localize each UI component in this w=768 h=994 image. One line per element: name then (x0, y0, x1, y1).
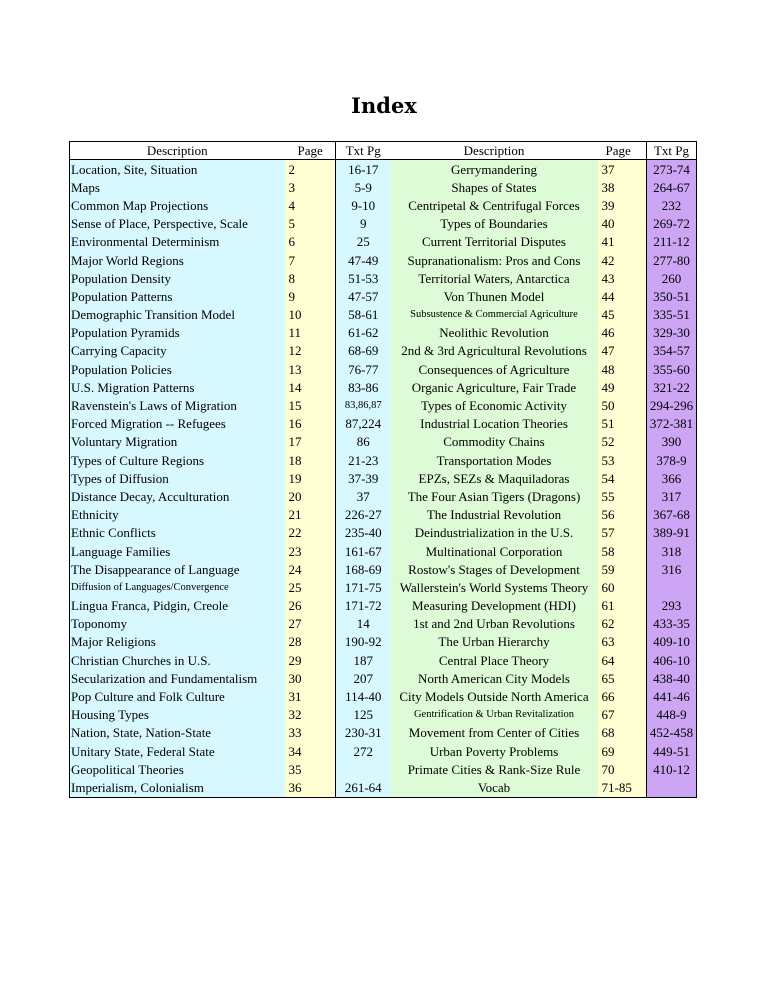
entry-description-left: Types of Diffusion (70, 469, 285, 487)
entry-description-right: Central Place Theory (391, 651, 598, 669)
entry-description-left: Population Density (70, 269, 285, 287)
table-row (70, 469, 697, 487)
entry-txtpg-right: 329-30 (647, 324, 697, 342)
table-row (70, 542, 697, 560)
entry-txtpg-left: 190-92 (336, 633, 391, 651)
entry-txtpg-right: 355-60 (647, 360, 697, 378)
entry-txtpg-right (647, 578, 697, 596)
entry-description-left: Nation, State, Nation-State (70, 724, 285, 742)
entry-txtpg-right: 452-458 (647, 724, 697, 742)
entry-txtpg-right: 264-67 (647, 178, 697, 196)
entry-txtpg-left: 47-49 (336, 251, 391, 269)
entry-page-left: 15 (285, 396, 336, 414)
table-row (70, 342, 697, 360)
entry-description-right: Rostow's Stages of Development (391, 560, 598, 578)
entry-txtpg-right: 366 (647, 469, 697, 487)
entry-page-left: 25 (285, 578, 336, 596)
entry-page-left: 17 (285, 433, 336, 451)
entry-txtpg-right: 441-46 (647, 687, 697, 705)
entry-description-right: Gerrymandering (391, 160, 598, 179)
index-body (70, 160, 697, 798)
entry-txtpg-left: 9 (336, 215, 391, 233)
entry-page-left: 32 (285, 706, 336, 724)
table-row (70, 178, 697, 196)
table-row (70, 687, 697, 705)
entry-page-right: 54 (598, 469, 647, 487)
entry-description-right: Centripetal & Centrifugal Forces (391, 196, 598, 214)
entry-description-left: Population Pyramids (70, 324, 285, 342)
entry-page-right: 45 (598, 306, 647, 324)
entry-txtpg-left: 235-40 (336, 524, 391, 542)
table-row (70, 560, 697, 578)
entry-page-right: 41 (598, 233, 647, 251)
entry-page-left: 30 (285, 669, 336, 687)
entry-txtpg-left: 161-67 (336, 542, 391, 560)
entry-page-right: 44 (598, 287, 647, 305)
entry-description-right: City Models Outside North America (391, 687, 598, 705)
entry-page-left: 33 (285, 724, 336, 742)
entry-txtpg-right: 367-68 (647, 506, 697, 524)
entry-txtpg-right: 294-296 (647, 396, 697, 414)
entry-description-right: Wallerstein's World Systems Theory (391, 578, 598, 596)
entry-description-right: Von Thunen Model (391, 287, 598, 305)
entry-description-left: Major Religions (70, 633, 285, 651)
table-row (70, 215, 697, 233)
entry-txtpg-right: 350-51 (647, 287, 697, 305)
entry-description-right: The Urban Hierarchy (391, 633, 598, 651)
header-txtpg-left: Txt Pg (336, 142, 391, 160)
entry-description-right: Neolithic Revolution (391, 324, 598, 342)
table-row (70, 615, 697, 633)
entry-txtpg-left: 168-69 (336, 560, 391, 578)
entry-txtpg-right: 211-12 (647, 233, 697, 251)
entry-page-right: 58 (598, 542, 647, 560)
entry-txtpg-right: 260 (647, 269, 697, 287)
entry-page-left: 22 (285, 524, 336, 542)
table-row (70, 415, 697, 433)
entry-txtpg-left: 21-23 (336, 451, 391, 469)
header-row (70, 142, 697, 160)
entry-description-left: Sense of Place, Perspective, Scale (70, 215, 285, 233)
entry-page-right: 71-85 (598, 778, 647, 797)
table-row (70, 396, 697, 414)
entry-page-right: 39 (598, 196, 647, 214)
entry-page-right: 61 (598, 597, 647, 615)
table-row (70, 324, 697, 342)
entry-description-left: Language Families (70, 542, 285, 560)
entry-description-left: Lingua Franca, Pidgin, Creole (70, 597, 285, 615)
entry-page-left: 7 (285, 251, 336, 269)
entry-description-left: Toponomy (70, 615, 285, 633)
entry-page-right: 50 (598, 396, 647, 414)
entry-txtpg-left: 61-62 (336, 324, 391, 342)
entry-description-left: Ethnic Conflicts (70, 524, 285, 542)
entry-txtpg-right: 316 (647, 560, 697, 578)
entry-page-left: 11 (285, 324, 336, 342)
entry-description-right: Supranationalism: Pros and Cons (391, 251, 598, 269)
entry-description-left: Common Map Projections (70, 196, 285, 214)
header-txtpg-right: Txt Pg (647, 142, 697, 160)
table-row (70, 251, 697, 269)
entry-txtpg-left: 114-40 (336, 687, 391, 705)
entry-description-left: Ravenstein's Laws of Migration (70, 396, 285, 414)
entry-txtpg-right: 321-22 (647, 378, 697, 396)
entry-page-left: 18 (285, 451, 336, 469)
entry-description-left: Forced Migration -- Refugees (70, 415, 285, 433)
entry-txtpg-left: 76-77 (336, 360, 391, 378)
entry-page-left: 12 (285, 342, 336, 360)
entry-description-left: Unitary State, Federal State (70, 742, 285, 760)
entry-txtpg-left (336, 760, 391, 778)
entry-page-right: 57 (598, 524, 647, 542)
entry-page-right: 66 (598, 687, 647, 705)
table-row (70, 433, 697, 451)
entry-description-right: Movement from Center of Cities (391, 724, 598, 742)
entry-description-left: Carrying Capacity (70, 342, 285, 360)
entry-description-right: Territorial Waters, Antarctica (391, 269, 598, 287)
entry-page-right: 49 (598, 378, 647, 396)
entry-txtpg-left: 37 (336, 487, 391, 505)
entry-page-left: 29 (285, 651, 336, 669)
entry-description-right: Types of Boundaries (391, 215, 598, 233)
entry-txtpg-right: 390 (647, 433, 697, 451)
entry-description-right: Primate Cities & Rank-Size Rule (391, 760, 598, 778)
entry-txtpg-right: 433-35 (647, 615, 697, 633)
entry-description-right: Types of Economic Activity (391, 396, 598, 414)
entry-page-right: 51 (598, 415, 647, 433)
entry-page-right: 68 (598, 724, 647, 742)
entry-description-right: Subsustence & Commercial Agriculture (391, 306, 598, 324)
entry-page-left: 36 (285, 778, 336, 797)
entry-txtpg-left: 226-27 (336, 506, 391, 524)
entry-page-right: 48 (598, 360, 647, 378)
entry-page-right: 56 (598, 506, 647, 524)
entry-page-right: 42 (598, 251, 647, 269)
entry-description-right: Urban Poverty Problems (391, 742, 598, 760)
entry-txtpg-right (647, 778, 697, 797)
entry-description-left: Secularization and Fundamentalism (70, 669, 285, 687)
table-row (70, 578, 697, 596)
entry-page-left: 8 (285, 269, 336, 287)
entry-description-right: North American City Models (391, 669, 598, 687)
entry-txtpg-left: 14 (336, 615, 391, 633)
entry-page-right: 38 (598, 178, 647, 196)
table-row (70, 524, 697, 542)
entry-page-left: 14 (285, 378, 336, 396)
entry-description-left: Location, Site, Situation (70, 160, 285, 179)
table-row (70, 778, 697, 797)
entry-description-right: Commodity Chains (391, 433, 598, 451)
entry-description-left: Christian Churches in U.S. (70, 651, 285, 669)
table-row (70, 160, 697, 179)
entry-txtpg-left: 87,224 (336, 415, 391, 433)
entry-description-left: U.S. Migration Patterns (70, 378, 285, 396)
table-row (70, 269, 697, 287)
entry-txtpg-right: 449-51 (647, 742, 697, 760)
entry-page-left: 26 (285, 597, 336, 615)
entry-page-left: 6 (285, 233, 336, 251)
entry-txtpg-left: 230-31 (336, 724, 391, 742)
entry-txtpg-left: 9-10 (336, 196, 391, 214)
entry-page-left: 10 (285, 306, 336, 324)
entry-page-left: 4 (285, 196, 336, 214)
entry-page-left: 31 (285, 687, 336, 705)
header-description-left: Description (70, 142, 285, 160)
entry-txtpg-right: 438-40 (647, 669, 697, 687)
entry-txtpg-left: 37-39 (336, 469, 391, 487)
entry-txtpg-left: 207 (336, 669, 391, 687)
entry-description-left: Imperialism, Colonialism (70, 778, 285, 797)
table-row (70, 669, 697, 687)
table-row (70, 760, 697, 778)
entry-txtpg-right: 389-91 (647, 524, 697, 542)
entry-description-right: 2nd & 3rd Agricultural Revolutions (391, 342, 598, 360)
entry-page-left: 21 (285, 506, 336, 524)
entry-txtpg-right: 317 (647, 487, 697, 505)
entry-page-right: 62 (598, 615, 647, 633)
table-row (70, 651, 697, 669)
entry-txtpg-right: 410-12 (647, 760, 697, 778)
entry-txtpg-left: 51-53 (336, 269, 391, 287)
entry-txtpg-right: 335-51 (647, 306, 697, 324)
entry-page-right: 59 (598, 560, 647, 578)
entry-description-left: Diffusion of Languages/Convergence (70, 578, 285, 596)
entry-description-left: Housing Types (70, 706, 285, 724)
entry-page-left: 2 (285, 160, 336, 179)
entry-description-left: Distance Decay, Acculturation (70, 487, 285, 505)
table-row (70, 378, 697, 396)
entry-page-left: 19 (285, 469, 336, 487)
entry-txtpg-left: 68-69 (336, 342, 391, 360)
entry-description-right: Gentrification & Urban Revitalization (391, 706, 598, 724)
entry-description-left: Major World Regions (70, 251, 285, 269)
entry-page-right: 43 (598, 269, 647, 287)
header-page-left: Page (285, 142, 336, 160)
table-row (70, 487, 697, 505)
entry-txtpg-left: 16-17 (336, 160, 391, 179)
entry-description-right: 1st and 2nd Urban Revolutions (391, 615, 598, 633)
entry-page-left: 34 (285, 742, 336, 760)
entry-txtpg-right: 232 (647, 196, 697, 214)
entry-txtpg-right: 448-9 (647, 706, 697, 724)
entry-page-right: 70 (598, 760, 647, 778)
entry-page-right: 47 (598, 342, 647, 360)
entry-description-right: Shapes of States (391, 178, 598, 196)
entry-description-left: Maps (70, 178, 285, 196)
entry-page-right: 63 (598, 633, 647, 651)
entry-description-right: Current Territorial Disputes (391, 233, 598, 251)
entry-txtpg-left: 5-9 (336, 178, 391, 196)
entry-page-right: 64 (598, 651, 647, 669)
entry-txtpg-left: 47-57 (336, 287, 391, 305)
page-title: Index (351, 93, 417, 118)
entry-page-left: 3 (285, 178, 336, 196)
entry-txtpg-left: 58-61 (336, 306, 391, 324)
entry-txtpg-left: 261-64 (336, 778, 391, 797)
entry-description-right: Transportation Modes (391, 451, 598, 469)
entry-description-right: EPZs, SEZs & Maquiladoras (391, 469, 598, 487)
entry-description-left: Voluntary Migration (70, 433, 285, 451)
entry-description-right: Organic Agriculture, Fair Trade (391, 378, 598, 396)
entry-page-left: 9 (285, 287, 336, 305)
entry-txtpg-left: 187 (336, 651, 391, 669)
entry-description-left: Types of Culture Regions (70, 451, 285, 469)
entry-txtpg-right: 372-381 (647, 415, 697, 433)
entry-description-right: Industrial Location Theories (391, 415, 598, 433)
table-row (70, 724, 697, 742)
entry-txtpg-right: 354-57 (647, 342, 697, 360)
entry-txtpg-left: 171-75 (336, 578, 391, 596)
entry-description-right: Vocab (391, 778, 598, 797)
entry-txtpg-left: 125 (336, 706, 391, 724)
entry-txtpg-right: 318 (647, 542, 697, 560)
entry-description-right: Measuring Development (HDI) (391, 597, 598, 615)
entry-page-right: 67 (598, 706, 647, 724)
entry-page-right: 52 (598, 433, 647, 451)
entry-txtpg-left: 83-86 (336, 378, 391, 396)
entry-page-left: 5 (285, 215, 336, 233)
entry-page-left: 35 (285, 760, 336, 778)
table-row (70, 597, 697, 615)
entry-page-right: 69 (598, 742, 647, 760)
table-row (70, 633, 697, 651)
table-row (70, 742, 697, 760)
entry-page-left: 16 (285, 415, 336, 433)
entry-txtpg-left: 25 (336, 233, 391, 251)
entry-description-left: Geopolitical Theories (70, 760, 285, 778)
table-row (70, 506, 697, 524)
entry-page-right: 60 (598, 578, 647, 596)
entry-page-right: 55 (598, 487, 647, 505)
table-row (70, 360, 697, 378)
entry-txtpg-right: 277-80 (647, 251, 697, 269)
entry-description-right: The Industrial Revolution (391, 506, 598, 524)
entry-description-left: Population Policies (70, 360, 285, 378)
entry-page-right: 65 (598, 669, 647, 687)
entry-page-left: 27 (285, 615, 336, 633)
entry-page-right: 37 (598, 160, 647, 179)
entry-txtpg-left: 83,86,87 (336, 396, 391, 414)
entry-page-right: 46 (598, 324, 647, 342)
entry-txtpg-right: 378-9 (647, 451, 697, 469)
table-row (70, 287, 697, 305)
entry-page-left: 28 (285, 633, 336, 651)
entry-description-left: Population Patterns (70, 287, 285, 305)
entry-page-right: 53 (598, 451, 647, 469)
entry-txtpg-left: 171-72 (336, 597, 391, 615)
table-row (70, 451, 697, 469)
header-page-right: Page (598, 142, 647, 160)
entry-page-right: 40 (598, 215, 647, 233)
table-row (70, 196, 697, 214)
entry-txtpg-right: 409-10 (647, 633, 697, 651)
entry-txtpg-right: 406-10 (647, 651, 697, 669)
table-row (70, 706, 697, 724)
entry-description-left: Pop Culture and Folk Culture (70, 687, 285, 705)
entry-description-right: Consequences of Agriculture (391, 360, 598, 378)
entry-description-right: Multinational Corporation (391, 542, 598, 560)
entry-page-left: 13 (285, 360, 336, 378)
entry-description-right: The Four Asian Tigers (Dragons) (391, 487, 598, 505)
entry-txtpg-left: 272 (336, 742, 391, 760)
entry-txtpg-right: 273-74 (647, 160, 697, 179)
entry-description-right: Deindustrialization in the U.S. (391, 524, 598, 542)
entry-description-left: Ethnicity (70, 506, 285, 524)
entry-description-left: Demographic Transition Model (70, 306, 285, 324)
table-row (70, 233, 697, 251)
entry-txtpg-right: 293 (647, 597, 697, 615)
entry-page-left: 24 (285, 560, 336, 578)
entry-txtpg-left: 86 (336, 433, 391, 451)
entry-page-left: 23 (285, 542, 336, 560)
entry-description-left: The Disappearance of Language (70, 560, 285, 578)
index-table (69, 141, 697, 798)
entry-description-left: Environmental Determinism (70, 233, 285, 251)
header-description-right: Description (391, 142, 598, 160)
table-row (70, 306, 697, 324)
entry-page-left: 20 (285, 487, 336, 505)
entry-txtpg-right: 269-72 (647, 215, 697, 233)
